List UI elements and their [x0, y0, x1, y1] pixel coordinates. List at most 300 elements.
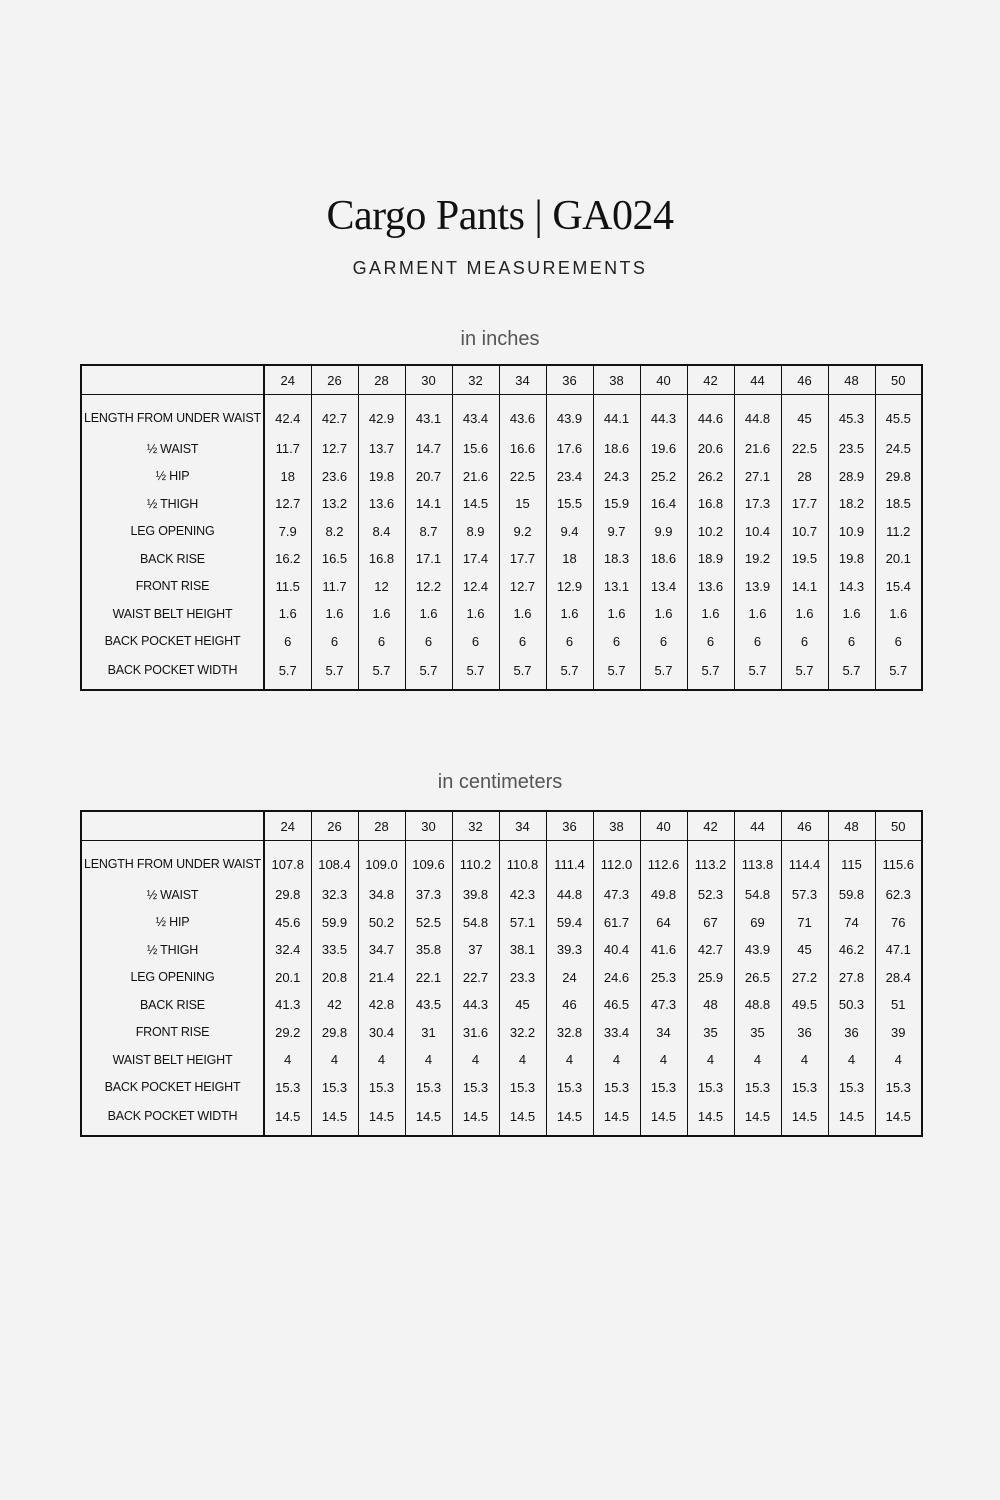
measurement-value: 19.8	[828, 545, 875, 573]
measurement-value: 8.7	[405, 518, 452, 546]
measurement-value: 50.2	[358, 909, 405, 937]
measurement-label: ½ WAIST	[81, 881, 264, 909]
measurement-value: 27.8	[828, 964, 875, 992]
measurement-value: 17.7	[781, 490, 828, 518]
measurement-value: 14.7	[405, 435, 452, 463]
measurement-value: 1.6	[734, 600, 781, 628]
measurement-label: WAIST BELT HEIGHT	[81, 1046, 264, 1074]
measurement-value: 11.2	[875, 518, 922, 546]
measurement-value: 5.7	[640, 655, 687, 690]
measurement-value: 54.8	[452, 909, 499, 937]
size-header-cell: 38	[593, 365, 640, 395]
measurement-value: 28	[781, 463, 828, 491]
measurement-value: 13.6	[687, 573, 734, 601]
measurement-value: 109.6	[405, 841, 452, 882]
measurement-value: 5.7	[875, 655, 922, 690]
measurement-value: 26.2	[687, 463, 734, 491]
measurement-value: 43.4	[452, 395, 499, 436]
measurement-label: ½ HIP	[81, 463, 264, 491]
measurement-value: 41.6	[640, 936, 687, 964]
measurement-value: 29.8	[264, 881, 311, 909]
measurement-value: 32.2	[499, 1019, 546, 1047]
measurement-value: 39.8	[452, 881, 499, 909]
measurement-value: 5.7	[264, 655, 311, 690]
size-header-cell: 42	[687, 365, 734, 395]
measurement-value: 25.9	[687, 964, 734, 992]
measurement-value: 15.3	[264, 1074, 311, 1102]
size-header-cell: 24	[264, 365, 311, 395]
measurement-value: 14.5	[264, 1101, 311, 1136]
measurement-value: 46.5	[593, 991, 640, 1019]
measurement-value: 12.7	[311, 435, 358, 463]
size-header-cell: 38	[593, 811, 640, 841]
measurement-label: LENGTH FROM UNDER WAIST	[81, 841, 264, 882]
measurement-value: 32.4	[264, 936, 311, 964]
measurement-value: 18.2	[828, 490, 875, 518]
measurement-value: 28.9	[828, 463, 875, 491]
measurement-value: 5.7	[734, 655, 781, 690]
measurement-row	[81, 881, 922, 909]
measurement-value: 35	[734, 1019, 781, 1047]
measurement-value: 16.2	[264, 545, 311, 573]
measurement-value: 24.5	[875, 435, 922, 463]
measurement-label: BACK RISE	[81, 545, 264, 573]
size-header-cell: 32	[452, 811, 499, 841]
measurement-value: 24.3	[593, 463, 640, 491]
measurement-value: 31.6	[452, 1019, 499, 1047]
measurement-value: 34	[640, 1019, 687, 1047]
measurement-value: 1.6	[828, 600, 875, 628]
measurement-value: 44.6	[687, 395, 734, 436]
measurement-value: 18.9	[687, 545, 734, 573]
measurement-value: 43.5	[405, 991, 452, 1019]
size-header-cell: 30	[405, 811, 452, 841]
measurement-value: 12	[358, 573, 405, 601]
measurement-value: 6	[734, 628, 781, 656]
size-header-cell: 36	[546, 365, 593, 395]
measurement-value: 15.3	[358, 1074, 405, 1102]
measurement-value: 23.6	[311, 463, 358, 491]
measurement-value: 36	[828, 1019, 875, 1047]
measurement-value: 108.4	[311, 841, 358, 882]
measurement-value: 14.3	[828, 573, 875, 601]
measurement-row	[81, 490, 922, 518]
measurement-label: BACK POCKET WIDTH	[81, 655, 264, 690]
measurement-row	[81, 518, 922, 546]
measurement-value: 30.4	[358, 1019, 405, 1047]
measurement-value: 113.8	[734, 841, 781, 882]
measurement-value: 22.5	[499, 463, 546, 491]
measurement-row	[81, 600, 922, 628]
measurement-label: BACK POCKET HEIGHT	[81, 1074, 264, 1102]
measurement-value: 26.5	[734, 964, 781, 992]
measurement-value: 6	[687, 628, 734, 656]
page-title: Cargo Pants | GA024	[326, 193, 674, 239]
measurement-value: 11.7	[264, 435, 311, 463]
measurement-value: 21.6	[734, 435, 781, 463]
measurement-value: 12.2	[405, 573, 452, 601]
measurement-value: 14.5	[405, 1101, 452, 1136]
size-header-cell: 40	[640, 811, 687, 841]
inches-size-table	[80, 364, 923, 691]
measurement-label: BACK RISE	[81, 991, 264, 1019]
measurement-value: 34.7	[358, 936, 405, 964]
size-header-cell: 24	[264, 811, 311, 841]
measurement-value: 18.6	[640, 545, 687, 573]
measurement-label: ½ WAIST	[81, 435, 264, 463]
size-header-cell: 30	[405, 365, 452, 395]
measurement-row	[81, 545, 922, 573]
measurement-row	[81, 991, 922, 1019]
measurement-value: 74	[828, 909, 875, 937]
measurement-value: 114.4	[781, 841, 828, 882]
size-header-row	[81, 811, 922, 841]
measurement-value: 44.3	[452, 991, 499, 1019]
measurement-value: 6	[405, 628, 452, 656]
measurement-value: 13.2	[311, 490, 358, 518]
measurement-value: 35.8	[405, 936, 452, 964]
measurement-value: 20.8	[311, 964, 358, 992]
measurement-value: 9.7	[593, 518, 640, 546]
measurement-value: 10.9	[828, 518, 875, 546]
measurement-value: 112.6	[640, 841, 687, 882]
measurement-value: 8.2	[311, 518, 358, 546]
measurement-value: 18	[546, 545, 593, 573]
measurement-label: FRONT RISE	[81, 573, 264, 601]
measurement-value: 12.4	[452, 573, 499, 601]
measurement-value: 15.3	[311, 1074, 358, 1102]
measurement-value: 4	[499, 1046, 546, 1074]
measurement-value: 5.7	[358, 655, 405, 690]
size-header-cell: 46	[781, 365, 828, 395]
header-corner-cell	[81, 811, 264, 841]
measurement-value: 5.7	[687, 655, 734, 690]
measurement-value: 12.7	[499, 573, 546, 601]
measurement-value: 14.1	[405, 490, 452, 518]
measurement-value: 15.3	[499, 1074, 546, 1102]
measurement-value: 42.7	[311, 395, 358, 436]
measurement-value: 37	[452, 936, 499, 964]
measurement-label: FRONT RISE	[81, 1019, 264, 1047]
measurement-value: 112.0	[593, 841, 640, 882]
measurement-value: 19.8	[358, 463, 405, 491]
centimeters-section-label: in centimeters	[437, 771, 563, 793]
measurement-row	[81, 463, 922, 491]
measurement-row	[81, 628, 922, 656]
measurement-value: 17.1	[405, 545, 452, 573]
measurement-value: 1.6	[546, 600, 593, 628]
measurement-value: 14.5	[875, 1101, 922, 1136]
measurement-value: 42.4	[264, 395, 311, 436]
measurement-value: 42	[311, 991, 358, 1019]
measurement-value: 20.1	[264, 964, 311, 992]
measurement-value: 49.5	[781, 991, 828, 1019]
measurement-value: 11.5	[264, 573, 311, 601]
measurement-value: 15.9	[593, 490, 640, 518]
measurement-value: 14.5	[734, 1101, 781, 1136]
measurement-value: 7.9	[264, 518, 311, 546]
measurement-value: 11.7	[311, 573, 358, 601]
measurement-value: 6	[452, 628, 499, 656]
measurement-value: 54.8	[734, 881, 781, 909]
measurement-value: 45.5	[875, 395, 922, 436]
measurement-value: 115.6	[875, 841, 922, 882]
measurement-value: 39.3	[546, 936, 593, 964]
measurement-value: 6	[358, 628, 405, 656]
measurement-value: 48.8	[734, 991, 781, 1019]
measurement-value: 1.6	[593, 600, 640, 628]
measurement-value: 8.9	[452, 518, 499, 546]
measurement-value: 19.6	[640, 435, 687, 463]
measurement-value: 64	[640, 909, 687, 937]
measurement-value: 29.8	[875, 463, 922, 491]
measurement-value: 15.3	[734, 1074, 781, 1102]
size-header-cell: 28	[358, 811, 405, 841]
measurement-row	[81, 964, 922, 992]
measurement-value: 18.3	[593, 545, 640, 573]
measurement-value: 59.4	[546, 909, 593, 937]
size-header-cell: 26	[311, 811, 358, 841]
measurement-value: 23.4	[546, 463, 593, 491]
measurement-value: 43.1	[405, 395, 452, 436]
size-header-cell: 26	[311, 365, 358, 395]
measurement-value: 43.9	[734, 936, 781, 964]
measurement-value: 15	[499, 490, 546, 518]
measurement-value: 4	[546, 1046, 593, 1074]
measurement-value: 4	[734, 1046, 781, 1074]
measurement-value: 40.4	[593, 936, 640, 964]
size-header-cell: 46	[781, 811, 828, 841]
measurement-value: 42.7	[687, 936, 734, 964]
measurement-value: 19.5	[781, 545, 828, 573]
measurement-value: 16.6	[499, 435, 546, 463]
measurement-value: 49.8	[640, 881, 687, 909]
measurement-value: 1.6	[781, 600, 828, 628]
measurement-value: 59.8	[828, 881, 875, 909]
measurement-value: 45	[781, 395, 828, 436]
measurement-value: 46	[546, 991, 593, 1019]
measurement-value: 38.1	[499, 936, 546, 964]
measurement-value: 115	[828, 841, 875, 882]
measurement-value: 110.8	[499, 841, 546, 882]
measurement-value: 6	[781, 628, 828, 656]
measurement-value: 5.7	[405, 655, 452, 690]
measurement-value: 14.5	[828, 1101, 875, 1136]
centimeters-size-table	[80, 810, 923, 1137]
measurement-value: 6	[264, 628, 311, 656]
measurement-value: 13.4	[640, 573, 687, 601]
measurement-value: 4	[264, 1046, 311, 1074]
measurement-value: 6	[875, 628, 922, 656]
measurement-value: 1.6	[687, 600, 734, 628]
measurement-value: 20.6	[687, 435, 734, 463]
measurement-value: 47.1	[875, 936, 922, 964]
measurement-value: 32.3	[311, 881, 358, 909]
measurement-value: 45	[499, 991, 546, 1019]
measurement-value: 10.7	[781, 518, 828, 546]
measurement-value: 5.7	[828, 655, 875, 690]
measurement-value: 32.8	[546, 1019, 593, 1047]
measurement-value: 22.1	[405, 964, 452, 992]
size-header-cell: 50	[875, 365, 922, 395]
measurement-value: 4	[593, 1046, 640, 1074]
measurement-value: 14.5	[311, 1101, 358, 1136]
measurement-value: 17.4	[452, 545, 499, 573]
measurement-value: 44.1	[593, 395, 640, 436]
measurement-value: 4	[687, 1046, 734, 1074]
measurement-value: 29.8	[311, 1019, 358, 1047]
measurement-value: 1.6	[264, 600, 311, 628]
measurement-value: 15.3	[593, 1074, 640, 1102]
measurement-value: 35	[687, 1019, 734, 1047]
measurement-value: 9.4	[546, 518, 593, 546]
measurement-value: 33.5	[311, 936, 358, 964]
measurement-value: 76	[875, 909, 922, 937]
measurement-value: 5.7	[781, 655, 828, 690]
measurement-label: LENGTH FROM UNDER WAIST	[81, 395, 264, 436]
measurement-value: 1.6	[405, 600, 452, 628]
measurement-row	[81, 655, 922, 690]
measurement-value: 69	[734, 909, 781, 937]
measurement-value: 16.8	[358, 545, 405, 573]
measurement-value: 4	[358, 1046, 405, 1074]
measurement-value: 44.8	[546, 881, 593, 909]
measurement-value: 41.3	[264, 991, 311, 1019]
measurement-label: ½ THIGH	[81, 490, 264, 518]
measurement-value: 14.1	[781, 573, 828, 601]
measurement-value: 9.2	[499, 518, 546, 546]
size-header-cell: 44	[734, 365, 781, 395]
measurement-value: 71	[781, 909, 828, 937]
measurement-value: 1.6	[311, 600, 358, 628]
measurement-value: 61.7	[593, 909, 640, 937]
measurement-value: 109.0	[358, 841, 405, 882]
measurement-row	[81, 435, 922, 463]
measurement-value: 6	[499, 628, 546, 656]
measurement-value: 50.3	[828, 991, 875, 1019]
measurement-row	[81, 909, 922, 937]
size-header-row	[81, 365, 922, 395]
measurement-value: 23.5	[828, 435, 875, 463]
measurement-value: 4	[875, 1046, 922, 1074]
measurement-value: 62.3	[875, 881, 922, 909]
measurement-value: 19.2	[734, 545, 781, 573]
measurement-value: 57.3	[781, 881, 828, 909]
measurement-row	[81, 1046, 922, 1074]
measurement-value: 24.6	[593, 964, 640, 992]
measurement-value: 20.1	[875, 545, 922, 573]
measurement-value: 42.3	[499, 881, 546, 909]
measurement-value: 15.4	[875, 573, 922, 601]
measurement-value: 27.2	[781, 964, 828, 992]
measurement-value: 15.3	[452, 1074, 499, 1102]
measurement-value: 13.6	[358, 490, 405, 518]
size-header-cell: 34	[499, 811, 546, 841]
measurement-value: 1.6	[452, 600, 499, 628]
size-header-cell: 48	[828, 811, 875, 841]
measurement-value: 12.9	[546, 573, 593, 601]
measurement-value: 14.5	[452, 490, 499, 518]
measurement-value: 14.5	[358, 1101, 405, 1136]
measurement-value: 52.5	[405, 909, 452, 937]
measurement-value: 14.5	[499, 1101, 546, 1136]
measurement-value: 20.7	[405, 463, 452, 491]
measurement-value: 25.2	[640, 463, 687, 491]
measurement-value: 1.6	[499, 600, 546, 628]
size-header-cell: 50	[875, 811, 922, 841]
size-header-cell: 40	[640, 365, 687, 395]
measurement-value: 24	[546, 964, 593, 992]
measurement-value: 14.5	[593, 1101, 640, 1136]
measurement-label: BACK POCKET HEIGHT	[81, 628, 264, 656]
measurement-value: 33.4	[593, 1019, 640, 1047]
measurement-value: 59.9	[311, 909, 358, 937]
measurement-value: 12.7	[264, 490, 311, 518]
measurement-value: 22.7	[452, 964, 499, 992]
measurement-value: 14.5	[452, 1101, 499, 1136]
measurement-label: BACK POCKET WIDTH	[81, 1101, 264, 1136]
measurement-row	[81, 1074, 922, 1102]
measurement-value: 15.3	[405, 1074, 452, 1102]
measurement-value: 4	[311, 1046, 358, 1074]
measurement-value: 34.8	[358, 881, 405, 909]
measurement-value: 15.3	[687, 1074, 734, 1102]
measurement-row	[81, 395, 922, 436]
measurement-value: 6	[311, 628, 358, 656]
measurement-value: 31	[405, 1019, 452, 1047]
measurement-value: 57.1	[499, 909, 546, 937]
measurement-value: 44.8	[734, 395, 781, 436]
measurement-value: 36	[781, 1019, 828, 1047]
measurement-value: 17.7	[499, 545, 546, 573]
measurement-value: 48	[687, 991, 734, 1019]
measurement-value: 6	[593, 628, 640, 656]
measurement-value: 21.4	[358, 964, 405, 992]
measurement-value: 4	[405, 1046, 452, 1074]
size-header-cell: 42	[687, 811, 734, 841]
size-header-cell: 44	[734, 811, 781, 841]
measurement-value: 110.2	[452, 841, 499, 882]
page-subtitle: GARMENT MEASUREMENTS	[352, 258, 648, 278]
measurement-value: 5.7	[499, 655, 546, 690]
measurement-row	[81, 1101, 922, 1136]
measurement-value: 16.5	[311, 545, 358, 573]
size-header-cell: 28	[358, 365, 405, 395]
measurement-value: 15.5	[546, 490, 593, 518]
measurement-value: 14.5	[640, 1101, 687, 1136]
measurement-value: 5.7	[593, 655, 640, 690]
measurement-value: 39	[875, 1019, 922, 1047]
measurement-value: 15.3	[640, 1074, 687, 1102]
measurement-value: 16.8	[687, 490, 734, 518]
measurement-value: 15.3	[828, 1074, 875, 1102]
measurement-row	[81, 1019, 922, 1047]
measurement-value: 15.3	[781, 1074, 828, 1102]
measurement-value: 6	[546, 628, 593, 656]
measurement-value: 67	[687, 909, 734, 937]
measurement-value: 47.3	[640, 991, 687, 1019]
measurement-value: 18.5	[875, 490, 922, 518]
measurement-value: 14.5	[781, 1101, 828, 1136]
measurement-value: 17.3	[734, 490, 781, 518]
header-corner-cell	[81, 365, 264, 395]
measurement-value: 25.3	[640, 964, 687, 992]
measurement-value: 4	[828, 1046, 875, 1074]
measurement-value: 1.6	[358, 600, 405, 628]
measurement-value: 18.6	[593, 435, 640, 463]
measurement-value: 6	[828, 628, 875, 656]
measurement-value: 5.7	[311, 655, 358, 690]
